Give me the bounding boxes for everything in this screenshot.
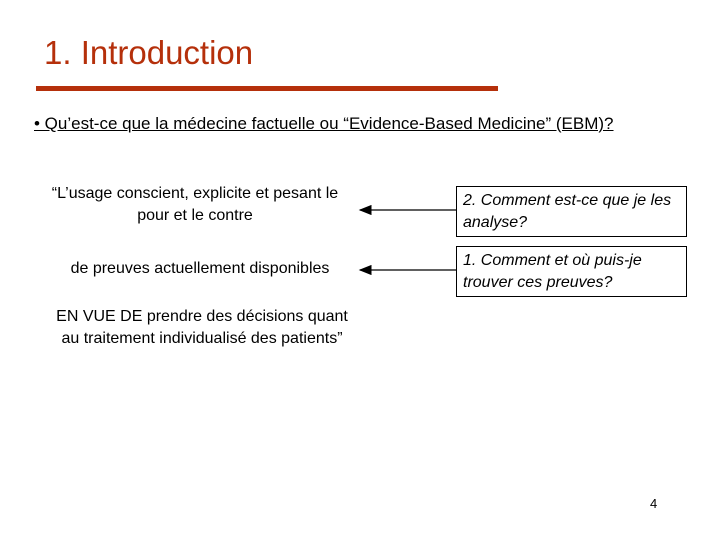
slide-title: 1. Introduction bbox=[44, 34, 254, 71]
analyse-box: 2. Comment est-ce que je les analyse? bbox=[456, 186, 687, 237]
quote-line-2: de preuves actuellement disponibles bbox=[70, 260, 330, 277]
quote-line-1: “L’usage conscient, explicite et pesant le pour et le contre bbox=[51, 185, 339, 224]
question-bullet: • Qu’est-ce que la médecine factuelle ou “Evidence-Based Medicine” (EBM)? bbox=[34, 114, 614, 133]
quote-line-3: EN VUE DE prendre des décisions quant au traitement individualisé des patients” bbox=[56, 308, 348, 347]
connector-arrows bbox=[350, 170, 460, 280]
title-underline bbox=[36, 86, 498, 91]
page-number: 4 bbox=[650, 496, 658, 511]
find-evidence-box: 1. Comment et où puis-je trouver ces preuves? bbox=[456, 246, 687, 297]
